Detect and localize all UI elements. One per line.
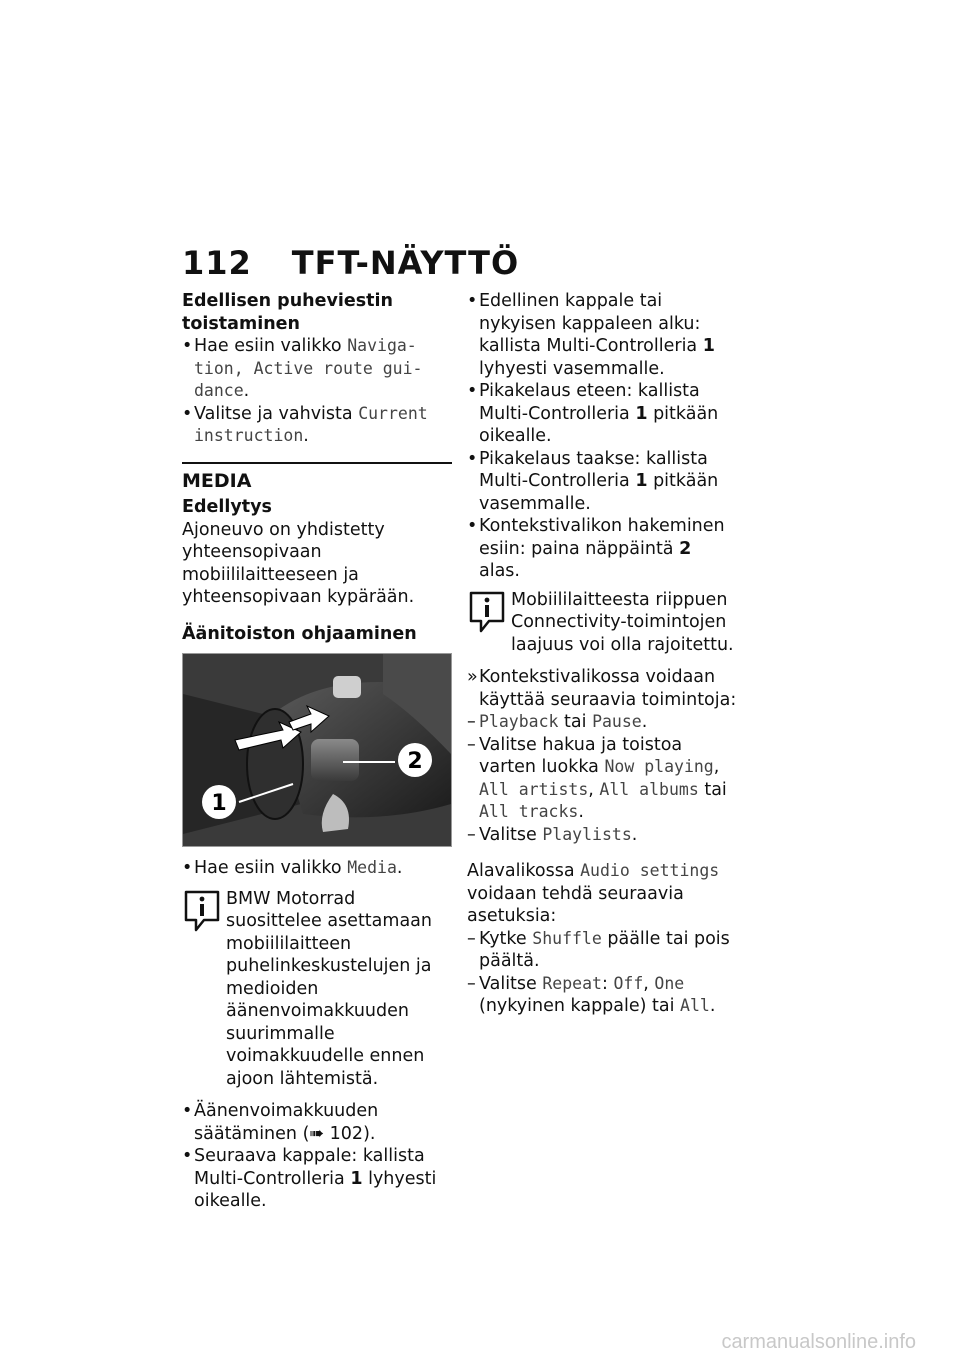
list-item: [467, 290, 737, 380]
info-note: [182, 888, 452, 1091]
item-text: Äänenvoimakkuuden säätäminen (: [194, 1101, 379, 1144]
menu-code: Pause: [592, 712, 642, 731]
menu-code: Playback: [479, 712, 559, 731]
info-icon: [467, 591, 507, 633]
media-heading: MEDIA: [182, 462, 452, 493]
control-list-2: [467, 290, 737, 583]
item-text: Pikakelaus taakse: kallista Multi-Controlleria: [479, 448, 708, 491]
item-text: Valitse ja vahvista: [194, 403, 359, 424]
item-end: lyhyesti oikealle.: [194, 1168, 437, 1211]
page-ref: 102: [329, 1123, 364, 1144]
requirement-heading: Edellytys: [182, 497, 272, 517]
menu-code: All albums: [599, 779, 699, 799]
page-header: [182, 244, 519, 282]
left-column: [182, 290, 452, 1213]
menu-code: Off: [613, 973, 644, 993]
media-list: [182, 857, 452, 880]
menu-code: One: [654, 973, 685, 993]
callout-1: 1: [211, 791, 227, 816]
item-end: pitkään vasemmalle.: [479, 471, 719, 514]
menu-code: Repeat: [542, 973, 602, 993]
right-column: [467, 290, 737, 1018]
replay-list: [182, 335, 452, 448]
list-item: [182, 1100, 452, 1145]
menu-code: Naviga-tion, Active route gui-dance: [194, 336, 423, 400]
info-icon: [182, 890, 222, 932]
control-key: 1: [350, 1168, 363, 1189]
item-text: Kytke: [479, 928, 533, 949]
item-text: Hae esiin valikko: [194, 858, 348, 878]
control-key: 2: [679, 538, 692, 559]
control-key: 1: [635, 471, 648, 491]
audio-control-heading: Äänitoiston ohjaaminen: [182, 623, 417, 644]
item-text: Valitse: [479, 973, 543, 994]
item-text: (nykyinen kappale) tai: [479, 996, 681, 1016]
note-text: Mobiililaitteesta riippuen Connectivity-toimintojen laajuus voi olla rajoitettu.: [511, 589, 734, 655]
item-text: Hae esiin valikko: [194, 336, 348, 356]
item-sep: ,: [643, 973, 655, 994]
audio-settings-list: [467, 928, 737, 1018]
menu-code: Current instruction: [194, 403, 428, 445]
list-item: [467, 380, 737, 448]
menu-code: Media: [347, 858, 397, 877]
item-text: Seuraava kappale: kallista Multi-Controlleria: [194, 1146, 425, 1189]
control-key: 1: [702, 336, 715, 356]
page-ref-arrow-icon: ➠: [309, 1123, 325, 1144]
item-text: Edellinen kappale tai nykyisen kappaleen alku: kallista Multi-Controlleria: [479, 291, 703, 356]
item-end: lyhyesti vasemmalle.: [479, 358, 665, 379]
list-item: [182, 1145, 452, 1213]
item-end: .: [631, 824, 638, 845]
list-item: • Valitse ja vahvista Current instruction.: [182, 403, 452, 448]
handlebar-illustration: [183, 654, 451, 846]
item-text: tai: [558, 712, 593, 732]
item-end: .: [578, 802, 584, 822]
item-text: Alavalikossa: [467, 861, 581, 881]
watermark: carmanualsonline.info: [721, 1331, 916, 1353]
item-sep: :: [601, 973, 614, 994]
requirement-text: Ajoneuvo on yhdistetty yhteensopivaan mobiililaitteeseen ja yhteensopivaan kypärään.: [182, 519, 415, 607]
note-text: BMW Motorrad suosittelee asettamaan mobiililaitteen puhelinkeskustelujen ja medioiden äänenvoimakkuuden suurimmalle voimakkuudelle ennen ajoon lähtemistä.: [226, 888, 432, 1089]
item-text: Valitse: [479, 824, 543, 845]
page-number: 112: [182, 244, 252, 282]
handlebar-figure: [182, 653, 452, 847]
callout-2: 2: [407, 749, 423, 774]
item-text: Valitse hakua ja toistoa varten luokka: [479, 734, 683, 777]
info-note-2: [467, 589, 737, 657]
submenu-intro: [467, 860, 737, 928]
item-end: pitkään oikealle.: [479, 403, 719, 446]
item-end: alas.: [479, 561, 520, 581]
list-item: [467, 734, 737, 824]
replay-heading: Edellisen puheviestin toistaminen: [182, 291, 394, 334]
list-item: • Hae esiin valikko Media.: [182, 857, 452, 880]
item-end: ).: [363, 1123, 376, 1144]
item-sep: ,: [713, 757, 720, 777]
menu-code: All artists: [479, 779, 589, 799]
list-item: [467, 515, 737, 583]
item-sep: ,: [588, 779, 600, 800]
item-end: .: [641, 712, 648, 732]
list-item: [467, 928, 737, 973]
menu-code: Playlists: [542, 824, 632, 844]
list-item: [467, 448, 737, 516]
control-list: [182, 1100, 452, 1213]
section-title: TFT-NÄYTTÖ: [291, 244, 520, 282]
list-item: [467, 824, 737, 847]
item-end: voidaan tehdä seuraavia asetuksia:: [467, 883, 684, 926]
list-item: [467, 711, 737, 734]
context-menu-list: [467, 666, 737, 846]
list-item: [467, 973, 737, 1018]
list-item: • Hae esiin valikko Naviga-tion, Active route gui-dance.: [182, 335, 452, 403]
item-text: Kontekstivalikon hakeminen esiin: paina näppäintä: [479, 516, 725, 559]
item-end: .: [709, 996, 716, 1016]
item-end: päälle tai pois päältä.: [479, 928, 730, 971]
menu-code: Shuffle: [532, 928, 602, 948]
menu-code: Now playing: [604, 757, 714, 776]
control-key: 1: [635, 403, 648, 424]
list-item: » Kontekstivalikossa voidaan käyttää seuraavia toimintoja:: [467, 666, 737, 711]
item-text: Pikakelaus eteen: kallista Multi-Controlleria: [479, 381, 700, 424]
menu-code: All tracks: [479, 802, 579, 821]
menu-code: Audio settings: [580, 861, 720, 880]
item-text: tai: [698, 779, 727, 800]
menu-code: All: [680, 996, 710, 1015]
